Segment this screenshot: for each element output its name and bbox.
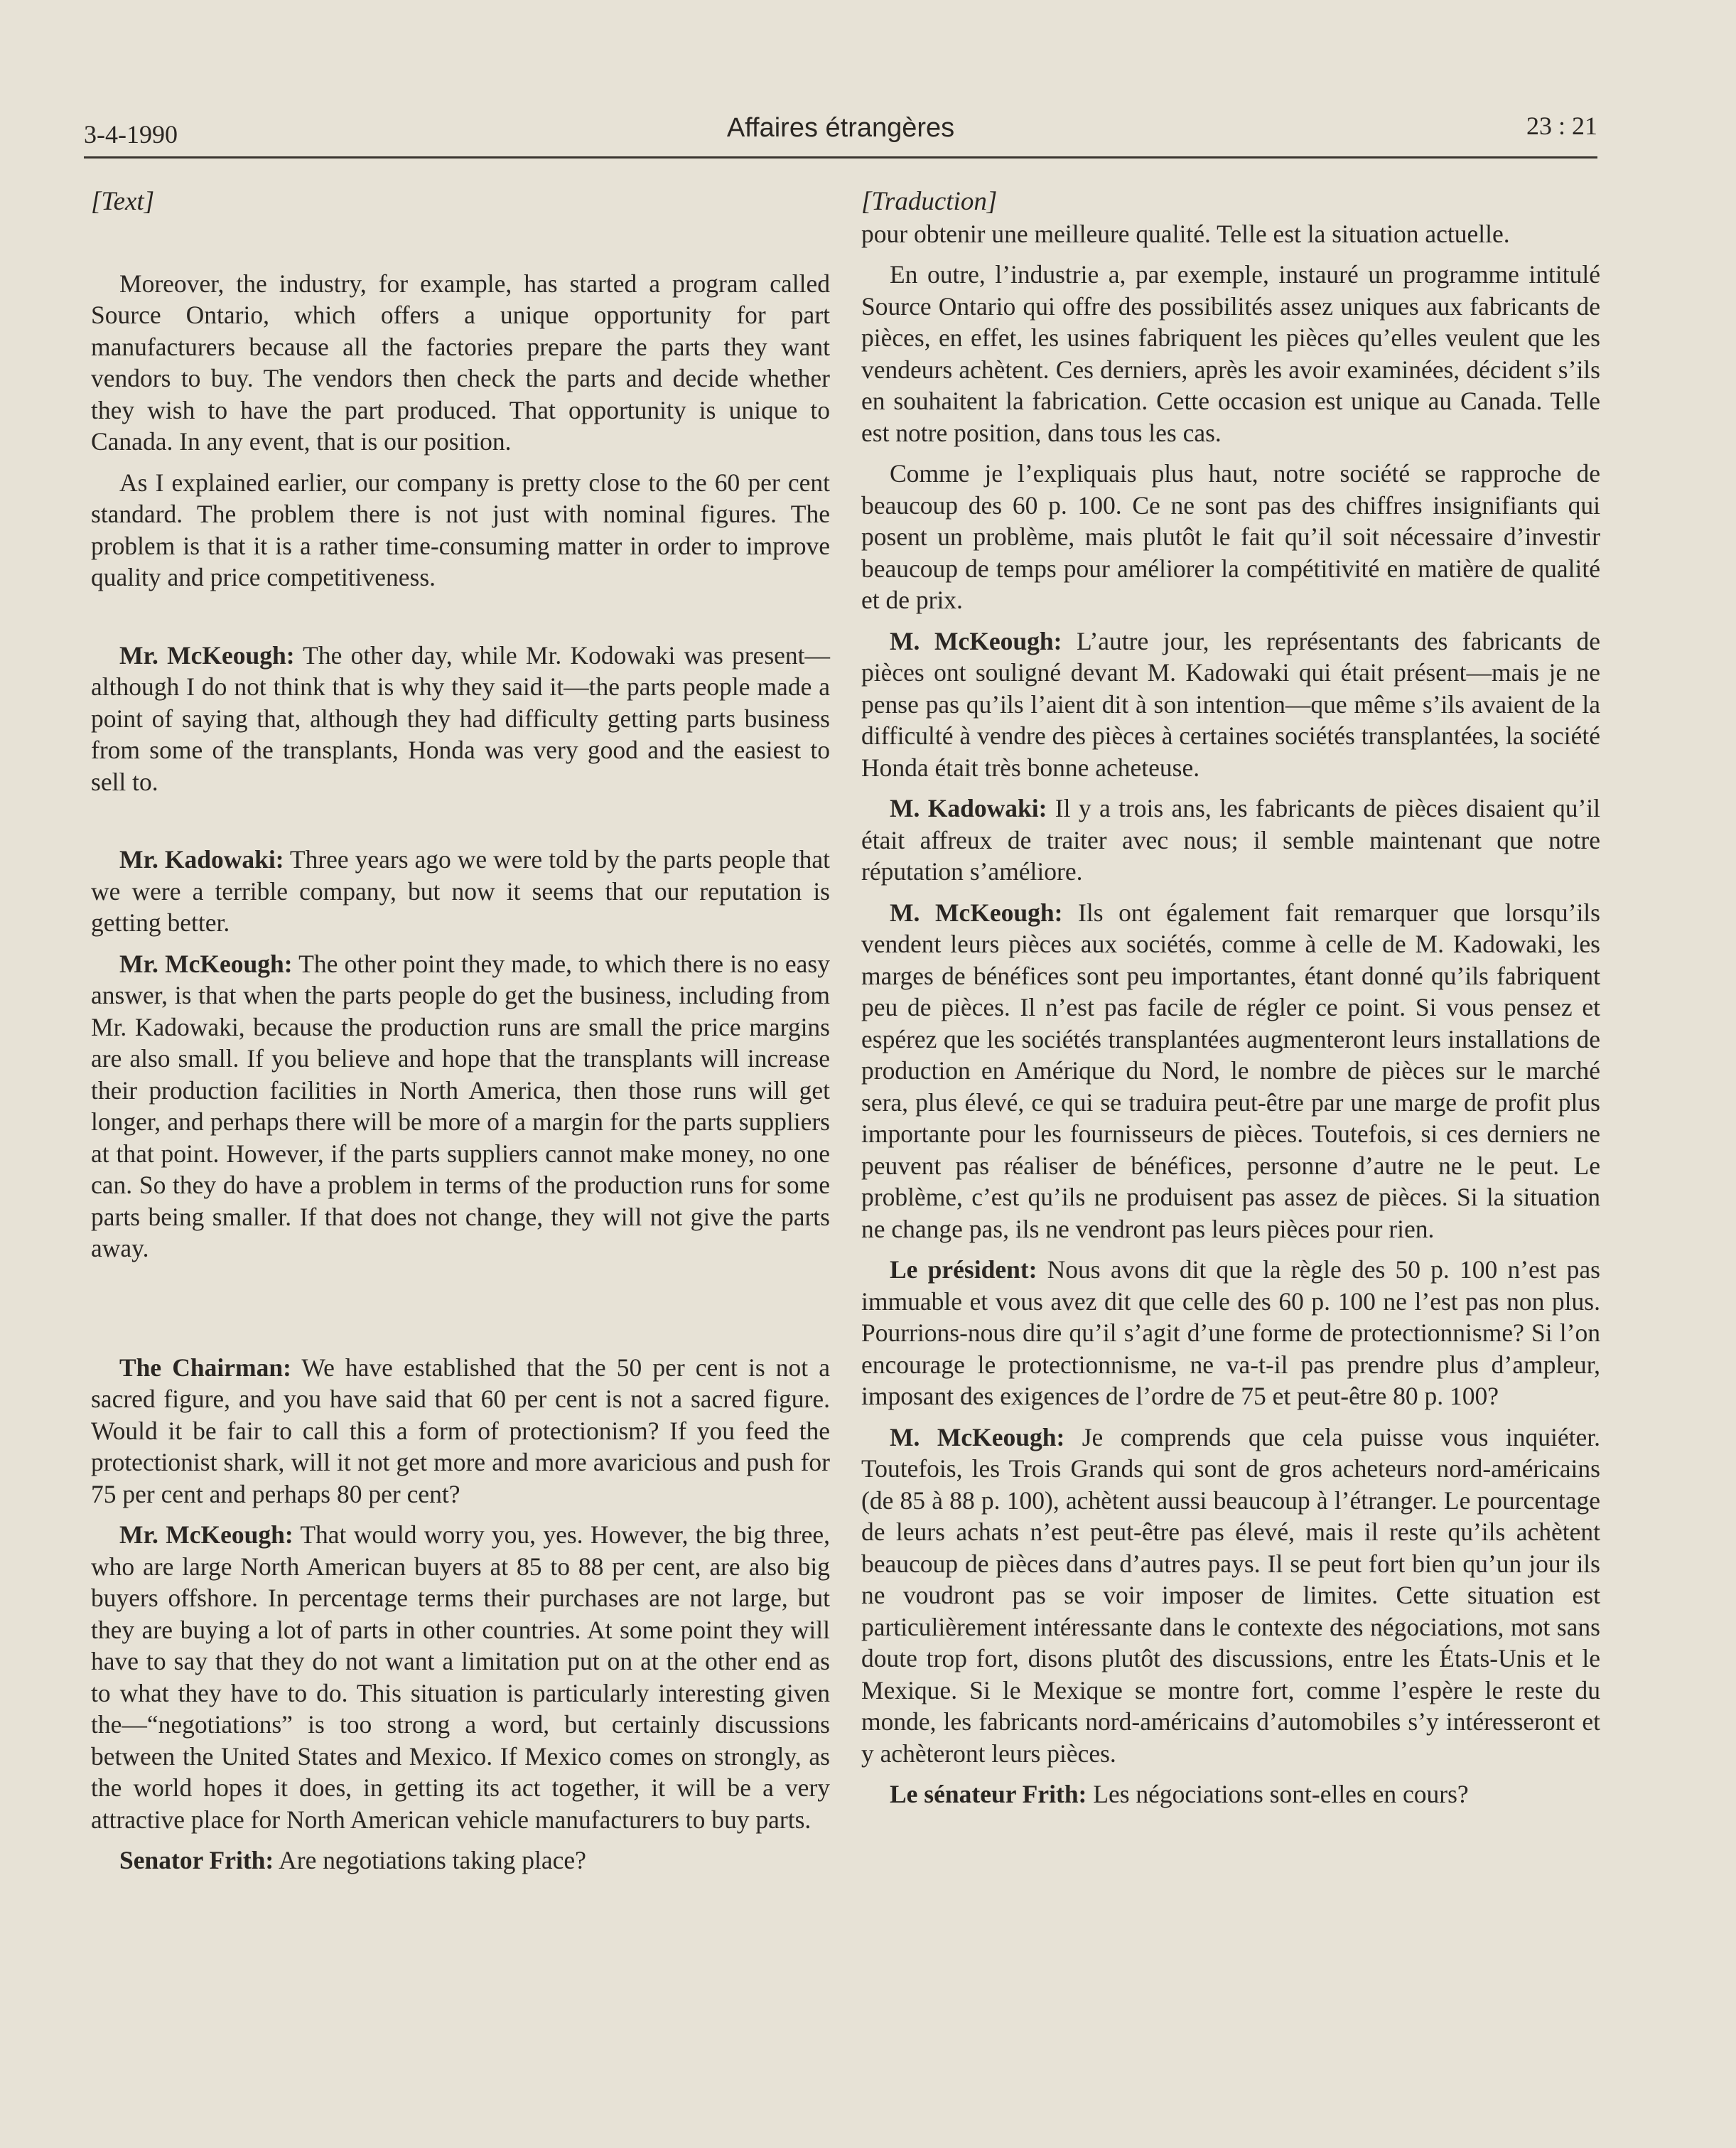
speaker-name: M. McKeough: bbox=[890, 626, 1062, 655]
speaker-name: M. McKeough: bbox=[890, 898, 1063, 927]
paragraph-text: Il y a trois ans, les fabricants de pièces disaient qu’il était affreux de traiter avec nous; il semble maintenant que notre réputation s’améliore. bbox=[861, 794, 1600, 886]
paragraph-text: Comme je l’expliquais plus haut, notre société se rapproche de beaucoup des 60 p. 100. Ce ne sont pas des chiffres insignifiants qui posent un problème, mais plutôt le fait qu’il soit nécessaire d’investir beaucoup de temps pour améliorer la compétitivité en matière de qualité et de prix. bbox=[861, 459, 1600, 614]
column-label: [Traduction] bbox=[861, 187, 998, 216]
paragraph-text: En outre, l’industrie a, par exemple, instauré un programme intitulé Source Ontario qui offre des possibilités assez uniques aux fabricants de pièces, en effet, les usines fabriquent les pièces qu’elles veulent que les vendeurs achètent. Ces derniers, après les avoir examinées, décident s’ils en souhaitent la fabrication. Cette occasion est unique au Canada. Telle est notre position, dans tous les cas. bbox=[861, 260, 1600, 447]
speaker-name: Mr. McKeough: bbox=[119, 1520, 293, 1549]
header-date: 3-4-1990 bbox=[84, 120, 178, 149]
paragraph bbox=[861, 259, 1600, 449]
speaker-name: The Chairman: bbox=[119, 1353, 291, 1382]
column-label: [Text] bbox=[91, 187, 155, 216]
paragraph bbox=[91, 948, 830, 1264]
header-page-number: 23 : 21 bbox=[1526, 112, 1597, 140]
paragraph-text: As I explained earlier, our company is pretty close to the 60 per cent standard. The problem there is not just with nominal figures. The problem is that it is a rather time-consuming matter in order to improve quality and price competitiveness. bbox=[91, 468, 830, 591]
paragraph bbox=[91, 467, 830, 594]
paragraph bbox=[861, 625, 1600, 784]
paragraph bbox=[861, 793, 1600, 888]
paragraph-text: Je comprends que cela puisse vous inquiéter. Toutefois, les Trois Grands qui sont de gros acheteurs nord-américains (de 85 à 88 p. 100), achètent aussi beaucoup à l’étranger. Le pourcentage de leurs achats n’est peut-être pas élevé, mais il reste qu’ils achètent beaucoup de pièces dans d’autres pays. Il se peut fort bien qu’un jour ils ne voudront pas se voir imposer de limites. Cette situation est particulièrement intéressante dans le contexte des négociations, mot sans doute trop fort, disons plutôt des discussions, entre les États-Unis et le Mexique. Si le Mexique se montre fort, comme l’espère le reste du monde, les fabricants nord-américains d’automobiles s’y intéresseront et y achèteront leurs pièces. bbox=[861, 1422, 1600, 1768]
paragraph-text: The other day, while Mr. Kodowaki was present—although I do not think that is why they said it—the parts people made a point of saying that, although they had difficulty getting parts business from some of the transplants, Honda was very good and the easiest to sell to. bbox=[91, 640, 831, 796]
paragraph-text: L’autre jour, les représentants des fabricants de pièces ont souligné devant M. Kadowaki qui était présent—mais je ne pense pas qu’ils l’aient dit à son intention—que même s’ils avaient de la difficulté à vendre des pièces à certaines sociétés transplantées, la société Honda était très bonne acheteuse. bbox=[861, 626, 1600, 782]
speaker-name: M. McKeough: bbox=[890, 1422, 1065, 1451]
paragraph bbox=[861, 218, 1600, 250]
speaker-name: Mr. McKeough: bbox=[119, 640, 295, 670]
paragraph bbox=[861, 897, 1600, 1245]
english-column bbox=[91, 186, 830, 1886]
paragraph-text: We have established that the 50 per cent is not a sacred figure, and you have said that 60 per cent is not a sacred figure. Would it be fair to call this a form of protectionism? If you feed the protectionist shark, will it not get more and more avaricious and push for 75 per cent and perhaps 80 per cent? bbox=[91, 1353, 830, 1508]
speaker-name: Mr. McKeough: bbox=[119, 949, 293, 978]
paragraph bbox=[91, 1519, 830, 1835]
header-title: Affaires étrangères bbox=[726, 113, 955, 143]
paragraph bbox=[91, 1352, 830, 1510]
paragraph-text: Three years ago we were told by the parts people that we were a terrible company, but now it seems that our reputation is getting better. bbox=[91, 845, 830, 937]
paragraph-text: pour obtenir une meilleure qualité. Telle est la situation actuelle. bbox=[861, 219, 1510, 248]
speaker-name: M. Kadowaki: bbox=[890, 794, 1047, 822]
paragraph bbox=[91, 268, 830, 458]
speaker-name: Le président: bbox=[890, 1255, 1037, 1284]
paragraph-text: Nous avons dit que la règle des 50 p. 100 n’est pas immuable et vous avez dit que celle des 60 p. 100 ne l’est pas non plus. Pourrions-nous dire qu’il s’agit d’une forme de protectionnisme? Si l’on encourage le protectionnisme, ne va-t-il pas prendre plus d’ampleur, imposant des exigences de l’ordre de 75 et peut-être 80 p. 100? bbox=[861, 1255, 1600, 1410]
paragraph-text: The other point they made, to which there is no easy answer, is that when the parts people do get the business, including from Mr. Kadowaki, because the production runs are small the price margins are also small. If you believe and hope that the transplants will increase their production facilities in North America, then those runs will get longer, and perhaps there will be more of a margin for the parts suppliers at that point. However, if the parts suppliers cannot make money, no one can. So they do have a problem in terms of the production runs for some parts being smaller. If that does not change, they will not give the parts away. bbox=[91, 949, 830, 1262]
speaker-name: Le sénateur Frith: bbox=[890, 1780, 1087, 1808]
french-column bbox=[861, 186, 1600, 1820]
paragraph bbox=[861, 458, 1600, 616]
paragraph bbox=[91, 1844, 830, 1876]
paragraph-text: Are negotiations taking place? bbox=[274, 1846, 586, 1874]
speaker-name: Mr. Kadowaki: bbox=[119, 845, 284, 874]
paragraph-text: Les négociations sont-elles en cours? bbox=[1087, 1780, 1469, 1808]
paragraph-text: Ils ont également fait remarquer que lorsqu’ils vendent leurs pièces aux sociétés, comme à celle de M. Kadowaki, les marges de bénéfices sont peu importantes, étant donné qu’ils fabriquent peu de pièces. Il n’est pas facile de régler ce point. Si vous pensez et espérez que les sociétés transplantées augmenteront leurs installations de production en Amérique du Nord, le nombre de pièces sur le marché sera, plus élevé, ce qui se traduira peut-être par une marge de profit plus importante pour les fournisseurs de pièces. Toutefois, si ces derniers ne peuvent pas réaliser de bénéfices, personne d’autre ne le peut. Le problème, c’est qu’ils ne produisent pas assez de pièces. Si la situation ne change pas, ils ne vendront pas leurs pièces pour rien. bbox=[861, 898, 1600, 1243]
paragraph bbox=[91, 844, 830, 939]
paragraph bbox=[861, 1254, 1600, 1412]
paragraph bbox=[861, 1778, 1600, 1810]
speaker-name: Senator Frith: bbox=[119, 1846, 274, 1874]
paragraph bbox=[861, 1422, 1600, 1770]
paragraph-text: That would worry you, yes. However, the big three, who are large North American buyers at 85 to 88 per cent, are also big buyers offshore. In percentage terms their purchases are not large, but they are buying a lot of parts in other countries. At some point they will have to say that they do not want a limitation put on at the other end as to what they have to do. This situation is particularly interesting given the—“negotiations” is too strong a word, but certainly discussions between the United States and Mexico. If Mexico comes on strongly, as the world hopes it does, in getting its act together, it will be a very attractive place for North American vehicle manufacturers to buy parts. bbox=[91, 1520, 830, 1834]
page-header bbox=[84, 107, 1597, 159]
paragraph bbox=[91, 640, 830, 798]
paragraph-text: Moreover, the industry, for example, has started a program called Source Ontario, which offers a unique opportunity for part manufacturers because all the factories prepare the parts they want vendors to buy. The vendors then check the parts and decide whether they wish to have the part produced. That opportunity is unique to Canada. In any event, that is our position. bbox=[91, 269, 830, 456]
